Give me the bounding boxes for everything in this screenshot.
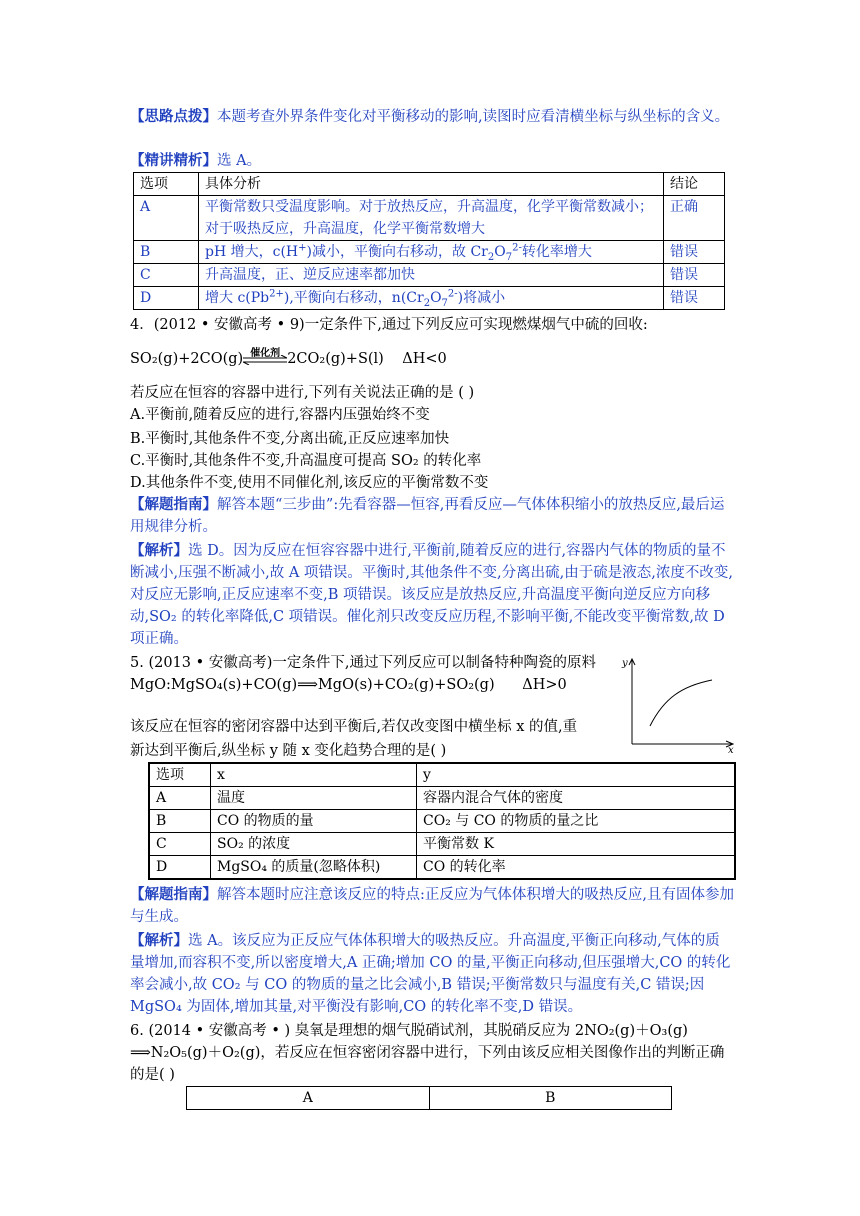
y-axis-label: y	[622, 658, 628, 669]
table-header-row	[149, 763, 735, 787]
result-cell: 错误	[664, 287, 725, 310]
guide-tag: 【解题指南】	[130, 886, 217, 903]
text-part: O	[430, 290, 442, 306]
analysis-table	[133, 172, 725, 310]
q4-option-c: C.平衡时,其他条件不变,升高温度可提高 SO₂ 的转化率	[130, 453, 482, 469]
table-row	[134, 241, 725, 264]
q4-solution	[130, 540, 734, 650]
catalyst-label: 催化剂	[250, 348, 281, 359]
text-part: )减小，平衡向右移动，故 Cr	[306, 244, 488, 260]
result-cell: 正确	[664, 196, 725, 241]
cell: 平衡常数 K	[417, 833, 736, 856]
table-header-row	[134, 173, 725, 196]
text-part: )将减小	[457, 290, 506, 306]
equation-left: SO₂(g)+2CO(g)	[130, 351, 244, 367]
q4-option-b: B.平衡时,其他条件不变,分离出硫,正反应速率加快	[130, 431, 450, 447]
table-row	[149, 856, 735, 880]
header-cell: y	[417, 763, 736, 787]
enthalpy: ΔH>0	[522, 677, 567, 693]
analysis-cell	[199, 287, 664, 310]
cell: B	[149, 810, 211, 833]
cell: CO₂ 与 CO 的物质的量之比	[417, 810, 736, 833]
text-part: 2	[487, 251, 495, 263]
guide-text: 解答本题时应注意该反应的特点:正反应为气体体积增大的吸热反应,且有固体参加与生成。	[130, 887, 734, 925]
q4-stem: 4．(2012 • 安徽高考 • 9)一定条件下,通过下列反应可实现燃煤烟气中硫的回收:	[130, 317, 648, 333]
table-row	[149, 810, 735, 833]
option-cell: A	[134, 196, 199, 241]
curve	[650, 680, 712, 726]
header-cell: 结论	[664, 173, 725, 196]
cell: D	[149, 856, 211, 880]
q5-solution	[130, 930, 734, 1018]
text-part: ),平衡向右移动，n(Cr	[283, 290, 424, 306]
option-cell: B	[134, 241, 199, 264]
text-part: O	[494, 244, 506, 260]
text-part: 增大 c(Pb	[205, 290, 270, 306]
q4-equation	[130, 348, 447, 370]
header-cell: 选项	[134, 173, 199, 196]
q6-stem: 6. (2014 • 安徽高考 • ) 臭氧是理想的烟气脱硝试剂，其脱硝反应为 2NO₂(g)＋O₃(g)	[130, 1023, 688, 1039]
q4-guide	[130, 494, 734, 538]
analysis-cell: 平衡常数只受温度影响。对于放热反应，升高温度，化学平衡常数减小；对于吸热反应，升高温度，化学平衡常数增大	[199, 196, 664, 241]
equation-right: 2CO₂(g)+S(l)	[287, 351, 384, 367]
cell: SO₂ 的浓度	[211, 833, 417, 856]
text-part: pH 增大，c(H	[205, 244, 299, 260]
result-cell: 错误	[664, 264, 725, 287]
option-cell: D	[134, 287, 199, 310]
text-part: 7	[505, 251, 513, 263]
text-part: 2+	[269, 288, 284, 300]
x-axis-label: x	[728, 745, 734, 754]
analysis-tag: 【精讲精析】	[130, 152, 217, 169]
q5-table	[148, 762, 736, 880]
q5-question-line1: 该反应在恒容的密闭容器中达到平衡后,若仅改变图中横坐标 x 的值,重	[130, 719, 578, 735]
text-part: +	[298, 242, 307, 254]
table-row	[134, 287, 725, 310]
q5-guide	[130, 884, 734, 928]
header-cell: x	[211, 763, 417, 787]
q6-table	[186, 1086, 672, 1110]
table-row	[134, 196, 725, 241]
text-part: 7	[441, 297, 448, 309]
guide-tag: 【解题指南】	[130, 496, 217, 513]
guide-text: 解答本题“三步曲”:先看容器—恒容,再看反应—气体体积缩小的放热反应,最后运用规律分析。	[130, 497, 725, 535]
header-cell: 选项	[149, 763, 211, 787]
table-row	[149, 787, 735, 810]
cell: A	[149, 787, 211, 810]
analysis-cell: 升高温度，正、逆反应速率都加快	[199, 264, 664, 287]
solution-text: 选 D。因为反应在恒容容器中进行,平衡前,随着反应的进行,容器内气体的物质的量不断减小,压强不断减小,故 A 项错误。平衡时,其他条件不变,分离出硫,由于硫是液态,浓度不改变,对反应无影响,正反应速率不变,B 项错误。该反应是放热反应,升高温度平衡向逆反应方向移动,SO₂ 的转化率降低,C 项错误。催化剂只改变反应历程,不影响平衡,不能改变平衡常数,故 D 项正确。	[130, 543, 733, 647]
text-part: 2-	[512, 242, 522, 254]
cell: MgSO₄ 的质量(忽略体积)	[211, 856, 417, 880]
solution-tag: 【解析】	[130, 932, 188, 949]
equation: MgO:MgSO₄(s)+CO(g)⟹MgO(s)+CO₂(g)+SO₂(g)	[130, 677, 495, 693]
enthalpy: ΔH<0	[402, 351, 447, 367]
text-part: 2	[423, 297, 431, 309]
q5-equation	[130, 674, 567, 696]
header-cell: B	[429, 1087, 672, 1110]
result-cell: 错误	[664, 241, 725, 264]
cell: C	[149, 833, 211, 856]
cell: 温度	[211, 787, 417, 810]
analysis-heading	[130, 150, 261, 172]
q6-stem-cont: ⟹N₂O₅(g)＋O₂(g)，若反应在恒容密闭容器中进行，下列由该反应相关图像作出的判断正确的是( )	[130, 1045, 725, 1083]
q4-question: 若反应在恒容的容器中进行,下列有关说法正确的是 ( )	[130, 385, 475, 401]
q4-option-a: A.平衡前,随着反应的进行,容器内压强始终不变	[130, 407, 430, 423]
cell: CO 的物质的量	[211, 810, 417, 833]
table-row	[149, 833, 735, 856]
q5-stem: 5. (2013 • 安徽高考)一定条件下,通过下列反应可以制备特种陶瓷的原料	[130, 655, 597, 671]
analysis-answer: 选 A。	[217, 153, 262, 169]
header-cell: 具体分析	[199, 173, 664, 196]
trend-graph	[616, 654, 740, 754]
solution-tag: 【解析】	[130, 542, 188, 559]
text-part: 转化率增大	[521, 244, 592, 260]
table-header-row	[187, 1087, 672, 1110]
analysis-cell	[199, 241, 664, 264]
hint-tag: 【思路点拨】	[130, 108, 217, 125]
option-cell: C	[134, 264, 199, 287]
cell: 容器内混合气体的密度	[417, 787, 736, 810]
catalyst-arrow-icon	[243, 348, 287, 366]
hint-paragraph	[130, 106, 734, 128]
cell: CO 的转化率	[417, 856, 736, 880]
header-cell: A	[187, 1087, 430, 1110]
q5-question-line2: 新达到平衡后,纵坐标 y 随 x 变化趋势合理的是( )	[130, 743, 447, 759]
q4-option-d: D.其他条件不变,使用不同催化剂,该反应的平衡常数不变	[130, 475, 489, 491]
text-part: 2-	[447, 288, 458, 300]
table-row	[134, 264, 725, 287]
solution-text: 选 A。该反应为正反应气体体积增大的吸热反应。升高温度,平衡正向移动,气体的质量增加,而容积不变,所以密度增大,A 正确;增加 CO 的量,平衡正向移动,但压强增大,CO 的转化率会减小,故 CO₂ 与 CO 的物质的量之比会减小,B 错误;平衡常数只与温度有关,C 错误;因 MgSO₄ 为固体,增加其量,对平衡没有影响,CO 的转化率不变,D 错误。	[130, 933, 731, 1015]
hint-text: 本题考查外界条件变化对平衡移动的影响,读图时应看清横坐标与纵坐标的含义。	[217, 109, 730, 125]
